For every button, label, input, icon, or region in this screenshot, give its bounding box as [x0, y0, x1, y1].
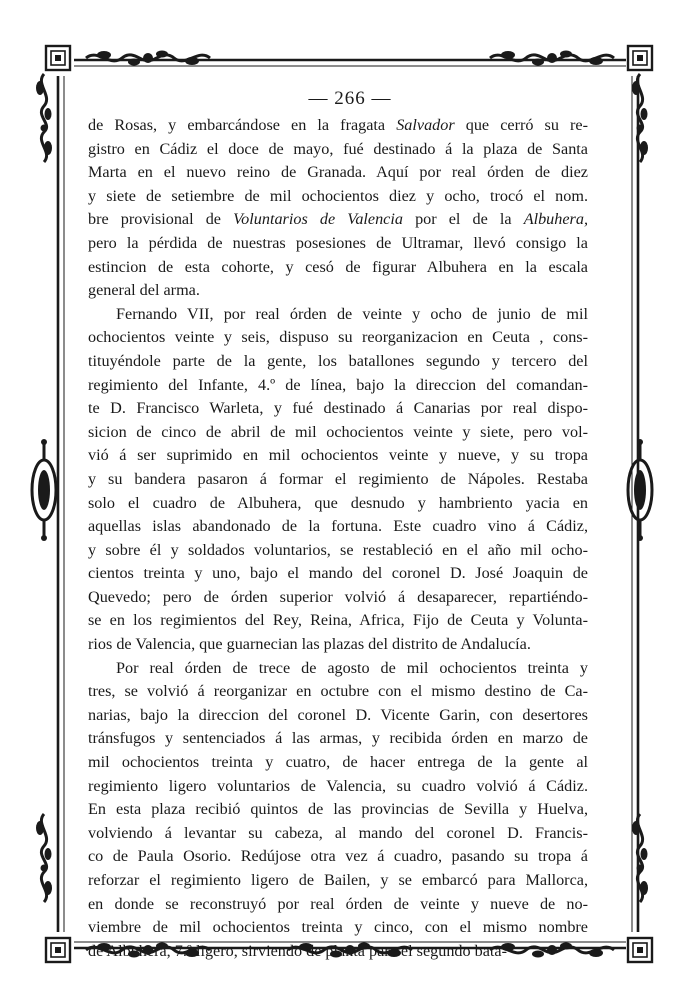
text-run: regimiento ligero voluntarios de Valencia, su cuadro volvió á Cádiz. [88, 776, 588, 795]
text-line [88, 279, 588, 303]
text-run: pero la pérdida de nuestras posesiones de Ultramar, llevó consigo la [88, 233, 588, 252]
text-line [88, 704, 588, 728]
text-line [88, 845, 588, 869]
text-run: de Rosas, y embarcándose en la fragata [88, 116, 397, 134]
text-line [88, 161, 588, 185]
text-line [88, 185, 588, 209]
italic-text: Albuhera, [523, 210, 588, 229]
italic-text: Voluntarios de Valencia [233, 210, 403, 229]
text-line [88, 468, 588, 492]
text-run: tránsfugos y sentenciados á las armas, y recibida órden en marzo de [88, 729, 588, 748]
text-run: y siete de setiembre de mil ochocientos diez y ocho, trocó el nom. [88, 186, 588, 205]
text-line [88, 350, 588, 374]
text-run: que cerró su re- [454, 116, 588, 134]
text-line [88, 421, 588, 445]
text-line [88, 303, 588, 327]
text-line [88, 562, 588, 586]
text-run: tituyéndole parte de la gente, los batallones segundo y tercero del [88, 351, 588, 370]
text-run: Marta en el nuevo reino de Granada. Aquí por real órden de diez [88, 163, 588, 182]
text-run: regimiento del Infante, 4.º de línea, bajo la direccion del comandan- [88, 375, 588, 394]
text-run: Por real órden de trece de agosto de mil ochocientos treinta y [116, 658, 588, 677]
text-line [88, 940, 588, 964]
text-run: rios de Valencia, que guarnecian las plazas del distrito de Andalucía. [88, 635, 531, 654]
text-run: estincion de esta cohorte, y cesó de figurar Albuhera en la escala [88, 257, 588, 276]
text-run: mil ochocientos treinta y cuatro, de hacer entrega de la gente al [88, 753, 588, 772]
text-run: ochocientos veinte y seis, dispuso su reorganizacion en Ceuta , cons- [88, 328, 588, 347]
text-run: y sobre él y soldados voluntarios, se restableció en el año mil ocho- [88, 540, 588, 559]
italic-text: Salvador [396, 116, 455, 134]
text-line [88, 775, 588, 799]
text-line [88, 586, 588, 610]
text-run: te D. Francisco Warleta, y fué destinado á Canarias por real dispo- [88, 399, 588, 418]
text-run: viembre de mil ochocientos treinta y cinco, con el mismo nombre [88, 918, 588, 937]
text-run: volviendo á levantar su cabeza, al mando del coronel D. Francis- [88, 823, 588, 842]
text-run: de Albuhera, 7.º ligero, sirviendo de planta para el segundo bata- [88, 941, 508, 960]
text-run: bre provisional de [88, 210, 234, 229]
text-run: reforzar el regimiento ligero de Bailen, y se embarcó para Mallorca, [88, 871, 588, 889]
text-run: por el de la [402, 210, 524, 229]
text-run: y su bandera pasaron á formar el regimiento de Nápoles. Restaba [88, 469, 588, 488]
text-run: general del arma. [88, 281, 200, 300]
text-run: narias, bajo la direccion del coronel D. Vicente Garin, con desertores [88, 705, 588, 724]
text-line [88, 609, 588, 633]
text-line [88, 893, 588, 917]
text-line [88, 492, 588, 516]
text-run: Fernando VII, por real órden de veinte y ocho de junio de mil [116, 304, 588, 323]
text-line [88, 256, 588, 280]
text-run: En esta plaza recibió quintos de las provincias de Sevilla y Huelva, [88, 800, 588, 819]
text-line [88, 633, 588, 657]
text-run: tres, se volvió á reorganizar en octubre con el mismo destino de Ca- [88, 682, 588, 701]
text-line [88, 539, 588, 563]
text-run: vió á ser suprimido en mil ochocientos veinte y nueve, y su tropa [88, 446, 588, 465]
text-line [88, 751, 588, 775]
text-line [88, 397, 588, 421]
text-line [88, 869, 588, 893]
text-line [88, 798, 588, 822]
body-text [88, 114, 588, 963]
text-line [88, 326, 588, 350]
text-run: cientos treinta y uno, bajo el mando del coronel D. José Joaquin de [88, 564, 588, 583]
text-line [88, 374, 588, 398]
page-number: — 266 — [308, 88, 392, 109]
text-line [88, 727, 588, 751]
text-run: solo el cuadro de Albuhera, que desnudo y hambriento yacia en [88, 493, 588, 512]
text-run: aquellas islas abandonado de la fortuna. Este cuadro vino á Cádiz, [88, 517, 588, 536]
text-run: co de Paula Osorio. Redújose otra vez á cuadro, pasando su tropa á [88, 847, 588, 866]
text-run: gistro en Cádiz el doce de mayo, fué destinado á la plaza de Santa [88, 139, 588, 158]
text-line [88, 822, 588, 846]
text-line [88, 114, 588, 138]
text-line [88, 916, 588, 940]
text-line [88, 208, 588, 232]
text-line [88, 444, 588, 468]
text-line [88, 232, 588, 256]
text-run: en donde se reconstruyó por real órden de veinte y nueve de no- [88, 894, 588, 913]
text-line [88, 680, 588, 704]
text-run: Quevedo; pero de órden superior volvió á desaparecer, repartiéndo- [88, 587, 588, 606]
text-line [88, 138, 588, 162]
text-line [88, 515, 588, 539]
text-run: sicion de cinco de abril de mil ochocientos veinte y siete, pero vol- [88, 422, 588, 441]
text-line [88, 657, 588, 681]
text-run: se en los regimientos del Rey, Reina, Africa, Fijo de Ceuta y Volunta- [88, 611, 588, 630]
